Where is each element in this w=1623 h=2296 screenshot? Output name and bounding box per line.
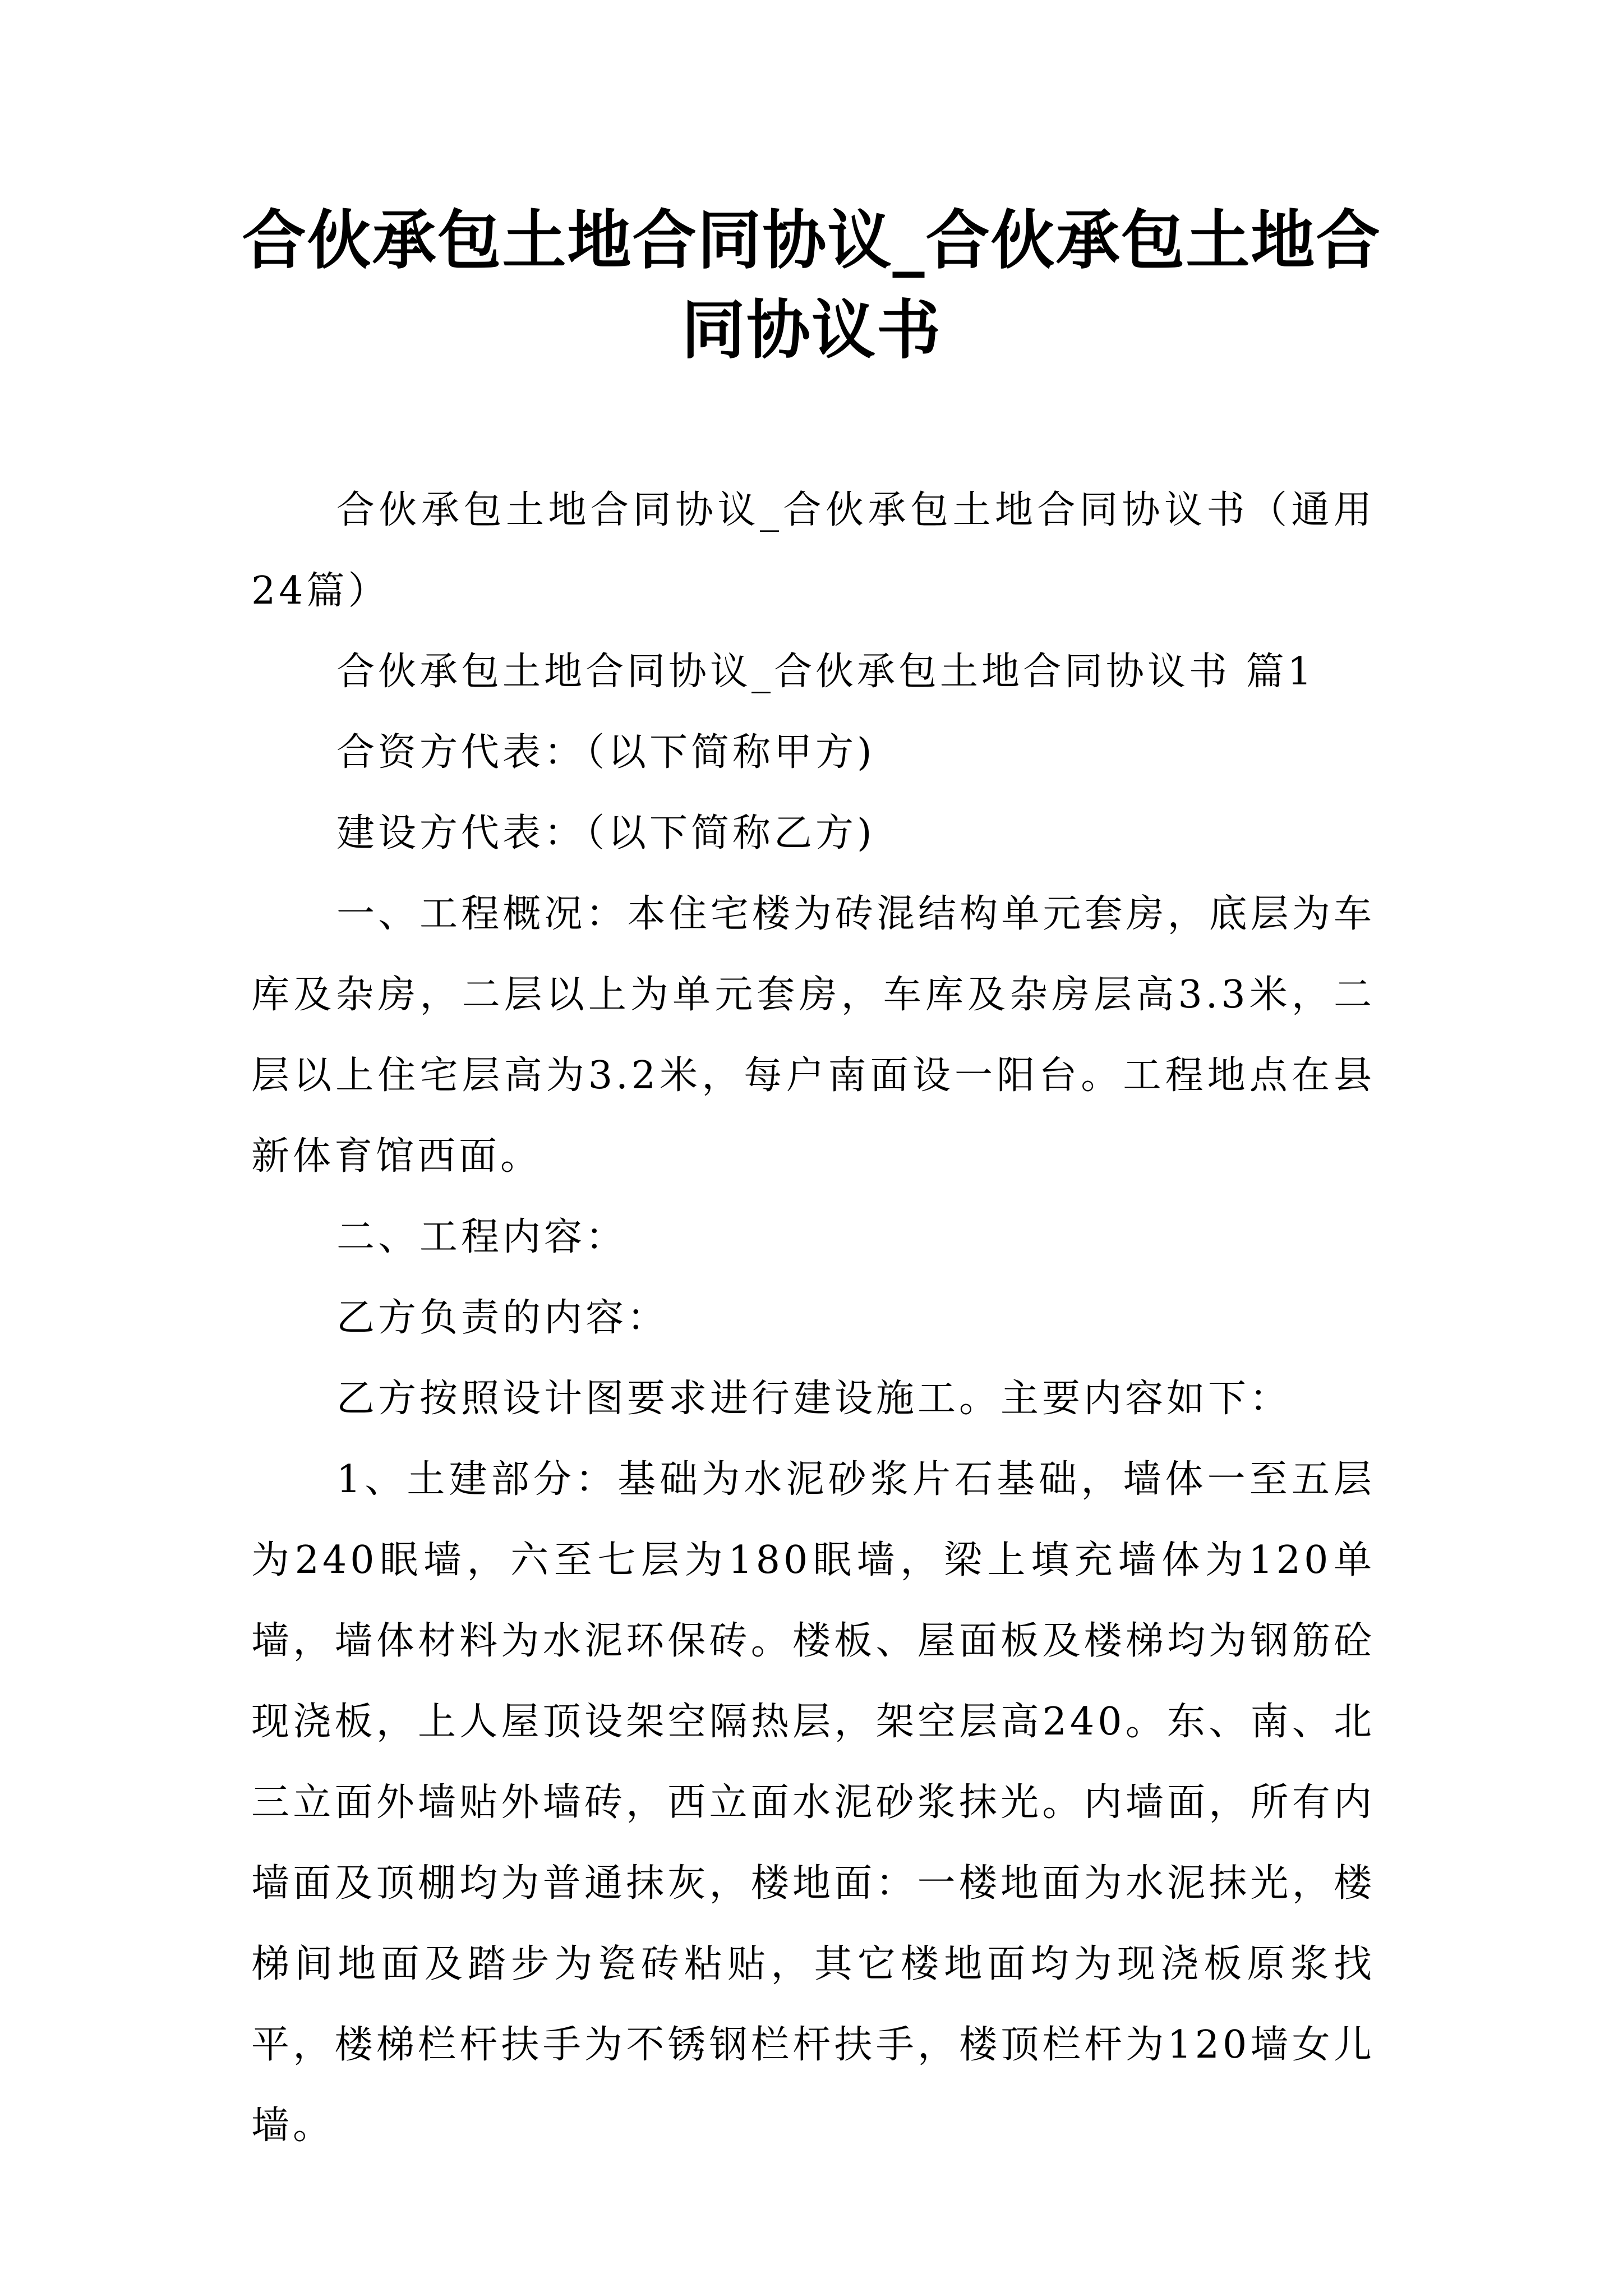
construction-intro-paragraph: 乙方按照设计图要求进行建设施工。主要内容如下： [336, 1377, 1292, 1421]
party-b-line: 建设方代表：（以下简称乙方) [336, 811, 875, 855]
document-title: 合伙承包土地合同协议_合伙承包土地合同协议书 [242, 203, 1381, 367]
intro-paragraph: 合伙承包土地合同协议_合伙承包土地合同协议书（通用24篇） [251, 488, 1375, 613]
project-overview-paragraph: 一、工程概况：本住宅楼为砖混结构单元套房，底层为车库及杂房，二层以上为单元套房，车库及杂房层高3.3米，二层以上住宅层高为3.2米，每户南面设一阳台。工程地点在县新体育馆西面。 [251, 892, 1375, 1179]
party-b-scope-heading: 乙方负责的内容： [336, 1296, 669, 1340]
civil-works-paragraph: 1、土建部分：基础为水泥砂浆片石基础，墙体一至五层为240眠墙，六至七层为180眠墙，梁上填充墙体为120单墙，墙体材料为水泥环保砖。楼板、屋面板及楼梯均为钢筋砼现浇板，上人屋顶设架空隔热层，架空层高240。东、南、北三立面外墙贴外墙砖，西立面水泥砂浆抹光。内墙面，所有内墙面及顶棚均为普通抹灰，楼地面：一楼地面为水泥抹光，楼梯间地面及踏步为瓷砖粘贴，其它楼地面均为现浇板原浆找平，楼梯栏杆扶手为不锈钢栏杆扶手，楼顶栏杆为120墙女儿墙。 [251, 1457, 1375, 2148]
party-a-line: 合资方代表：（以下简称甲方) [336, 730, 875, 775]
project-content-heading: 二、工程内容： [336, 1215, 628, 1259]
section-heading: 合伙承包土地合同协议_合伙承包土地合同协议书 篇1 [336, 650, 1315, 694]
document-body [251, 470, 1375, 2166]
